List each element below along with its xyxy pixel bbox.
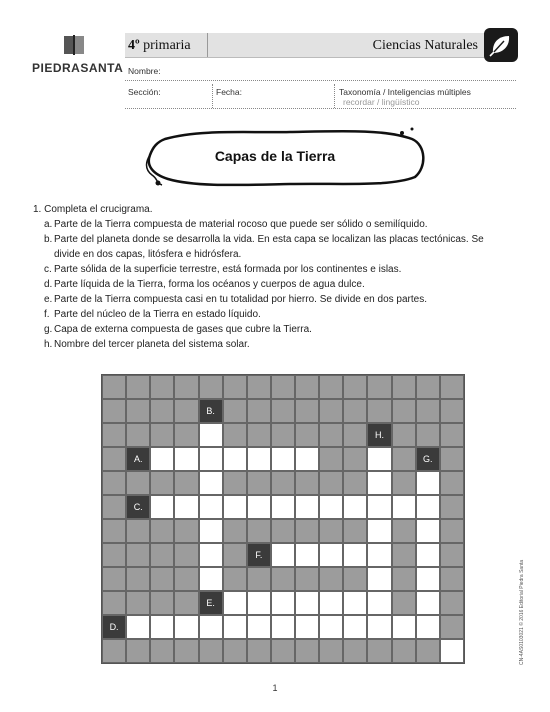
clue-text: Nombre del tercer planeta del sistema solar. bbox=[54, 339, 250, 350]
crossword-cell-filler bbox=[174, 375, 198, 399]
crossword-cell-blank[interactable] bbox=[343, 495, 367, 519]
clue-list bbox=[44, 217, 514, 352]
crossword-cell-filler bbox=[319, 447, 343, 471]
crossword-cell-blank[interactable] bbox=[199, 519, 223, 543]
leaf-icon bbox=[484, 28, 518, 62]
clue-text: Capa de externa compuesta de gases que cubre la Tierra. bbox=[54, 324, 312, 335]
crossword-cell-filler bbox=[295, 375, 319, 399]
crossword-cell-filler bbox=[319, 399, 343, 423]
crossword-cell-filler bbox=[392, 399, 416, 423]
crossword-cell-filler bbox=[126, 423, 150, 447]
crossword-cell-filler bbox=[223, 567, 247, 591]
crossword-cell-filler bbox=[150, 399, 174, 423]
crossword-cell-filler bbox=[392, 375, 416, 399]
section-label: Sección: bbox=[128, 87, 161, 97]
crossword-cell-filler bbox=[247, 639, 271, 663]
crossword-cell-filler bbox=[150, 591, 174, 615]
clue-text: Parte líquida de la Tierra, forma los océanos y cuerpos de agua dulce. bbox=[54, 279, 365, 290]
brand-logo: PIEDRASANTA bbox=[32, 61, 124, 75]
crossword-cell-filler bbox=[343, 519, 367, 543]
crossword-cell-filler bbox=[126, 399, 150, 423]
crossword-cell-filler bbox=[102, 543, 126, 567]
crossword-cell-filler bbox=[271, 399, 295, 423]
crossword-cell-filler bbox=[126, 639, 150, 663]
crossword-cell-blank[interactable] bbox=[247, 615, 271, 639]
clue-letter: a. bbox=[44, 219, 53, 230]
crossword-cell-blank[interactable] bbox=[295, 591, 319, 615]
crossword-cell-filler bbox=[174, 591, 198, 615]
crossword-grid bbox=[101, 374, 465, 664]
crossword-cell-filler bbox=[440, 615, 464, 639]
crossword-cell-blank[interactable] bbox=[416, 519, 440, 543]
crossword-cell-filler bbox=[440, 471, 464, 495]
crossword-cell-blank[interactable] bbox=[416, 471, 440, 495]
crossword-cell-filler bbox=[440, 447, 464, 471]
crossword-cell-blank[interactable] bbox=[271, 615, 295, 639]
grade-label bbox=[128, 33, 191, 57]
crossword-cell-filler bbox=[343, 447, 367, 471]
crossword-clue-number: G. bbox=[416, 447, 440, 471]
crossword-cell-blank[interactable] bbox=[199, 615, 223, 639]
crossword-cell-filler bbox=[392, 543, 416, 567]
crossword-cell-blank[interactable] bbox=[271, 543, 295, 567]
crossword-cell-filler bbox=[247, 375, 271, 399]
crossword-cell-filler bbox=[295, 423, 319, 447]
clue-text: divide en dos capas, litósfera e hidrósfera. bbox=[54, 249, 242, 260]
crossword-cell-filler bbox=[343, 423, 367, 447]
crossword-cell-blank[interactable] bbox=[367, 519, 391, 543]
crossword-cell-blank[interactable] bbox=[367, 471, 391, 495]
crossword-cell-filler bbox=[271, 471, 295, 495]
crossword-cell-filler bbox=[440, 567, 464, 591]
crossword-cell-filler bbox=[102, 375, 126, 399]
crossword-cell-filler bbox=[392, 471, 416, 495]
crossword-cell-filler bbox=[295, 471, 319, 495]
clue-item bbox=[44, 322, 514, 337]
crossword-cell-filler bbox=[416, 399, 440, 423]
crossword-cell-filler bbox=[343, 471, 367, 495]
crossword-cell-blank[interactable] bbox=[199, 447, 223, 471]
crossword-cell-filler bbox=[174, 519, 198, 543]
crossword-cell-blank[interactable] bbox=[392, 615, 416, 639]
crossword-cell-blank[interactable] bbox=[367, 543, 391, 567]
crossword-clue-number: F. bbox=[247, 543, 271, 567]
clue-item bbox=[44, 277, 514, 292]
field-divider bbox=[334, 84, 336, 108]
crossword-cell-blank[interactable] bbox=[319, 615, 343, 639]
crossword-cell-blank[interactable] bbox=[199, 495, 223, 519]
crossword-cell-blank[interactable] bbox=[367, 495, 391, 519]
crossword-cell-filler bbox=[295, 639, 319, 663]
crossword-cell-filler bbox=[319, 639, 343, 663]
crossword-cell-filler bbox=[126, 471, 150, 495]
crossword-cell-filler bbox=[102, 447, 126, 471]
crossword-cell-blank[interactable] bbox=[247, 591, 271, 615]
crossword-cell-blank[interactable] bbox=[199, 471, 223, 495]
taxonomy-label: Taxonomía / Inteligencias múltiples bbox=[339, 87, 471, 97]
crossword-cell-filler bbox=[223, 543, 247, 567]
crossword-cell-filler bbox=[223, 423, 247, 447]
crossword-cell-blank[interactable] bbox=[199, 423, 223, 447]
crossword-cell-blank[interactable] bbox=[174, 447, 198, 471]
crossword-cell-filler bbox=[223, 375, 247, 399]
crossword-cell-blank[interactable] bbox=[199, 543, 223, 567]
crossword-cell-filler bbox=[174, 639, 198, 663]
crossword-clue-number: H. bbox=[367, 423, 391, 447]
crossword-cell-blank[interactable] bbox=[223, 447, 247, 471]
crossword-cell-filler bbox=[343, 399, 367, 423]
crossword-cell-filler bbox=[102, 567, 126, 591]
crossword-cell-filler bbox=[295, 567, 319, 591]
crossword-cell-filler bbox=[343, 375, 367, 399]
grade-number: 4º bbox=[128, 38, 140, 53]
clue-letter: c. bbox=[44, 264, 52, 275]
crossword-cell-filler bbox=[247, 519, 271, 543]
crossword-cell-blank[interactable] bbox=[295, 495, 319, 519]
crossword-cell-filler bbox=[150, 471, 174, 495]
clue-letter: g. bbox=[44, 324, 53, 335]
clue-text: Parte del núcleo de la Tierra en estado líquido. bbox=[54, 309, 261, 320]
section-field[interactable] bbox=[125, 108, 516, 109]
header-divider bbox=[207, 33, 208, 57]
crossword-cell-filler bbox=[440, 519, 464, 543]
crossword-cell-filler bbox=[392, 639, 416, 663]
crossword-cell-filler bbox=[343, 567, 367, 591]
date-label: Fecha: bbox=[216, 87, 242, 97]
clue-letter: h. bbox=[44, 339, 53, 350]
crossword-cell-filler bbox=[126, 567, 150, 591]
crossword-cell-filler bbox=[392, 567, 416, 591]
page-number: 1 bbox=[272, 683, 278, 693]
crossword-cell-blank[interactable] bbox=[223, 591, 247, 615]
crossword-clue-number: A. bbox=[126, 447, 150, 471]
crossword-cell-filler bbox=[440, 495, 464, 519]
crossword-cell-filler bbox=[440, 591, 464, 615]
side-note: CN-4AS0103021 © 2016 Editorial Piedra Santa bbox=[519, 559, 525, 665]
crossword-cell-filler bbox=[223, 519, 247, 543]
crossword-cell-blank[interactable] bbox=[416, 567, 440, 591]
crossword-clue-number: B. bbox=[199, 399, 223, 423]
crossword-cell-filler bbox=[440, 375, 464, 399]
clue-item bbox=[44, 262, 514, 277]
crossword-clue-number: E. bbox=[199, 591, 223, 615]
crossword-cell-blank[interactable] bbox=[343, 543, 367, 567]
crossword-cell-filler bbox=[199, 375, 223, 399]
clue-letter: d. bbox=[44, 279, 53, 290]
crossword-cell-filler bbox=[247, 567, 271, 591]
crossword-cell-filler bbox=[392, 447, 416, 471]
crossword-cell-filler bbox=[247, 399, 271, 423]
clue-letter: f. bbox=[44, 309, 50, 320]
crossword-cell-filler bbox=[295, 519, 319, 543]
crossword-cell-filler bbox=[102, 639, 126, 663]
crossword-clue-number: D. bbox=[102, 615, 126, 639]
crossword-cell-filler bbox=[416, 423, 440, 447]
crossword-cell-filler bbox=[392, 591, 416, 615]
crossword-cell-blank[interactable] bbox=[199, 567, 223, 591]
crossword-cell-filler bbox=[223, 471, 247, 495]
crossword-cell-filler bbox=[126, 519, 150, 543]
field-divider bbox=[212, 84, 214, 108]
crossword-cell-filler bbox=[319, 423, 343, 447]
crossword-cell-blank[interactable] bbox=[319, 543, 343, 567]
crossword-cell-filler bbox=[150, 543, 174, 567]
crossword-cell-blank[interactable] bbox=[247, 447, 271, 471]
crossword-cell-blank[interactable] bbox=[174, 615, 198, 639]
crossword-cell-filler bbox=[102, 591, 126, 615]
crossword-cell-filler bbox=[367, 375, 391, 399]
crossword-cell-filler bbox=[102, 471, 126, 495]
clue-letter: e. bbox=[44, 294, 53, 305]
crossword-cell-filler bbox=[174, 567, 198, 591]
crossword-cell-blank[interactable] bbox=[223, 495, 247, 519]
crossword-cell-filler bbox=[199, 639, 223, 663]
crossword-cell-filler bbox=[392, 519, 416, 543]
crossword-cell-filler bbox=[319, 375, 343, 399]
crossword-cell-filler bbox=[150, 567, 174, 591]
leaf-badge bbox=[484, 28, 518, 62]
crossword-cell-filler bbox=[102, 423, 126, 447]
crossword-cell-filler bbox=[150, 423, 174, 447]
clue-text: Parte de la Tierra compuesta de material rocoso que puede ser sólido o semilíquido. bbox=[54, 219, 428, 230]
crossword-cell-filler bbox=[102, 519, 126, 543]
crossword-cell-filler bbox=[174, 471, 198, 495]
crossword-cell-filler bbox=[271, 639, 295, 663]
crossword-cell-filler bbox=[440, 399, 464, 423]
clue-text: Parte de la Tierra compuesta casi en tu totalidad por hierro. Se divide en dos partes. bbox=[54, 294, 427, 305]
crossword-cell-filler bbox=[367, 639, 391, 663]
clue-item bbox=[44, 217, 514, 232]
crossword-cell-filler bbox=[102, 495, 126, 519]
name-label: Nombre: bbox=[128, 66, 161, 76]
crossword-cell-blank[interactable] bbox=[440, 639, 464, 663]
clue-item bbox=[44, 307, 514, 322]
crossword-cell-filler bbox=[440, 543, 464, 567]
clue-item bbox=[44, 292, 514, 307]
crossword-cell-blank[interactable] bbox=[271, 447, 295, 471]
crossword-cell-filler bbox=[392, 423, 416, 447]
crossword-cell-blank[interactable] bbox=[247, 495, 271, 519]
crossword-cell-blank[interactable] bbox=[367, 567, 391, 591]
crossword-cell-filler bbox=[102, 399, 126, 423]
crossword-cell-filler bbox=[440, 423, 464, 447]
crossword-cell-blank[interactable] bbox=[271, 495, 295, 519]
crossword-cell-blank[interactable] bbox=[295, 615, 319, 639]
book-logo-icon bbox=[63, 34, 85, 56]
crossword-cell-filler bbox=[271, 519, 295, 543]
grade-level: primaria bbox=[143, 38, 191, 53]
crossword-cell-blank[interactable] bbox=[174, 495, 198, 519]
crossword-cell-blank[interactable] bbox=[295, 447, 319, 471]
name-field[interactable] bbox=[125, 80, 516, 81]
crossword-cell-blank[interactable] bbox=[295, 543, 319, 567]
clue-item bbox=[44, 337, 514, 352]
crossword-cell-filler bbox=[174, 543, 198, 567]
worksheet-title: Capas de la Tierra bbox=[214, 148, 336, 164]
crossword-cell-blank[interactable] bbox=[416, 591, 440, 615]
crossword-cell-blank[interactable] bbox=[150, 495, 174, 519]
crossword-cell-blank[interactable] bbox=[367, 615, 391, 639]
crossword-cell-filler bbox=[150, 519, 174, 543]
crossword-cell-blank[interactable] bbox=[343, 615, 367, 639]
crossword-cell-blank[interactable] bbox=[319, 591, 343, 615]
crossword-cell-filler bbox=[416, 375, 440, 399]
crossword-cell-filler bbox=[247, 423, 271, 447]
crossword-cell-blank[interactable] bbox=[392, 495, 416, 519]
crossword-cell-filler bbox=[271, 375, 295, 399]
crossword-cell-filler bbox=[271, 423, 295, 447]
clue-text: Parte sólida de la superficie terrestre, está formada por los continentes e islas. bbox=[54, 264, 402, 275]
crossword-cell-blank[interactable] bbox=[416, 495, 440, 519]
crossword-cell-filler bbox=[343, 639, 367, 663]
crossword-cell-blank[interactable] bbox=[416, 543, 440, 567]
crossword-cell-filler bbox=[150, 639, 174, 663]
crossword-cell-filler bbox=[174, 423, 198, 447]
instruction: 1. Completa el crucigrama. bbox=[33, 204, 153, 215]
crossword-cell-blank[interactable] bbox=[319, 495, 343, 519]
crossword-cell-filler bbox=[126, 591, 150, 615]
crossword-cell-filler bbox=[247, 471, 271, 495]
crossword-cell-blank[interactable] bbox=[416, 615, 440, 639]
crossword-cell-filler bbox=[367, 399, 391, 423]
crossword-cell-filler bbox=[416, 639, 440, 663]
crossword-cell-filler bbox=[150, 375, 174, 399]
crossword-cell-filler bbox=[319, 567, 343, 591]
crossword-cell-filler bbox=[126, 543, 150, 567]
crossword-cell-filler bbox=[223, 639, 247, 663]
crossword-clue-number: C. bbox=[126, 495, 150, 519]
crossword-cell-filler bbox=[295, 399, 319, 423]
crossword-cell-blank[interactable] bbox=[271, 591, 295, 615]
taxonomy-sub: recordar / lingüístico bbox=[343, 97, 420, 107]
clue-text: Parte del planeta donde se desarrolla la vida. En esta capa se localizan las placas tectónicas. Se bbox=[54, 234, 484, 245]
crossword-cell-filler bbox=[174, 399, 198, 423]
crossword-cell-filler bbox=[271, 567, 295, 591]
crossword-cell-blank[interactable] bbox=[367, 591, 391, 615]
crossword-cell-filler bbox=[126, 375, 150, 399]
clue-item bbox=[44, 247, 514, 262]
clue-letter: b. bbox=[44, 234, 53, 245]
crossword-cell-filler bbox=[319, 519, 343, 543]
crossword-cell-blank[interactable] bbox=[367, 447, 391, 471]
clue-item bbox=[44, 232, 514, 247]
crossword-cell-blank[interactable] bbox=[343, 591, 367, 615]
crossword-cell-filler bbox=[223, 399, 247, 423]
subject-title: Ciencias Naturales bbox=[372, 38, 478, 53]
crossword-cell-blank[interactable] bbox=[150, 447, 174, 471]
crossword-cell-blank[interactable] bbox=[126, 615, 150, 639]
crossword-cell-filler bbox=[319, 471, 343, 495]
crossword-cell-blank[interactable] bbox=[223, 615, 247, 639]
crossword-cell-blank[interactable] bbox=[150, 615, 174, 639]
